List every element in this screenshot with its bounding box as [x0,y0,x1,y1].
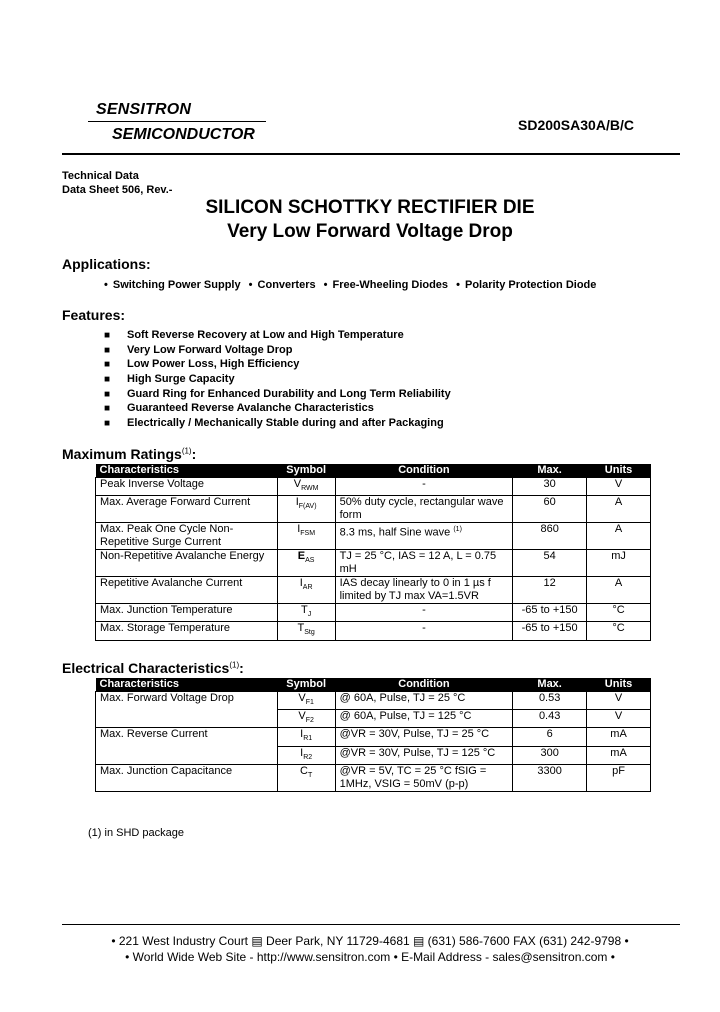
table-row: Max. Peak One Cycle Non-Repetitive Surge Current $I_{FSM}$ 8.3 ms, half Sine wave $^{(1)}$ 860 A [96,523,651,550]
company-name-line1: SENSITRON [96,101,192,118]
footer-contact: • World Wide Web Site - http://www.sensitron.com • E-Mail Address - sales@sensitron.com • [125,950,615,964]
column-header: Symbol [277,678,335,692]
features-list [104,328,451,431]
table-row: Repetitive Avalanche Current $I_{AR}$ IAS decay linearly to 0 in 1 µs f limited by TJ max VA=1.5VR 12 A [96,577,651,604]
feature-item: ■ Soft Reverse Recovery at Low and High Temperature [104,329,404,341]
feature-item: ■ Very Low Forward Voltage Drop [104,343,293,356]
page-subtitle: Very Low Forward Voltage Drop [227,221,513,242]
table-row: Max. Junction Capacitance $C_T$ @VR = 5V, TC = 25 °C fSIG = 1MHz, VSIG = 50mV (p-p) 3300 pF [96,764,651,791]
column-header: Max. [513,464,587,478]
table-row: Max. Storage Temperature $T_{Stg}$ - -65 to +150 °C [96,622,651,640]
doc-meta [62,169,172,197]
feature-item: ■ Guaranteed Reverse Avalanche Characteristics [104,402,374,415]
table-row: $I_{R2}$ @VR = 30V, Pulse, TJ = 125 °C 300 mA [96,746,651,764]
applications-list [104,279,601,291]
table-header-row [96,678,651,692]
data-sheet-label: Data Sheet 506, Rev.- [62,184,173,196]
footer-address: • 221 West Industry Court ▤ Deer Park, NY 11729-4681 ▤ (631) 586-7600 FAX (631) 242-9798 • [111,934,629,948]
feature-item: ■ Guard Ring for Enhanced Durability and Long Term Reliability [104,387,451,400]
table-row: Max. Reverse Current $I_{R1}$ @VR = 30V, Pulse, TJ = 25 °C 6 mA [96,728,651,746]
application-item: Converters [257,279,316,291]
features-heading: Features: [62,307,126,323]
feature-item: ■ Low Power Loss, High Efficiency [104,358,300,371]
column-header: Condition [335,464,513,478]
feature-item: ■ Electrically / Mechanically Stable during and after Packaging [104,417,444,430]
footnote: (1) in SHD package [88,827,184,839]
bullet: • [323,279,328,291]
bullet: • [104,279,108,291]
electrical-table [95,678,651,792]
application-item: Switching Power Supply [112,279,241,291]
header-rule [62,153,680,155]
table-row: Peak Inverse Voltage $V_{RWM}$ - 30 V [96,478,651,496]
column-header: Characteristics [96,464,278,478]
table-row: $V_{F2}$ @ 60A, Pulse, TJ = 125 °C 0.43 V [96,710,651,728]
column-header: Units [587,678,651,692]
table-row: Max. Average Forward Current $I_{F(AV)}$ 50% duty cycle, rectangular wave form 60 A [96,496,651,523]
application-item: Free-Wheeling Diodes [332,279,449,291]
column-header: Max. [513,678,587,692]
feature-item: ■ High Surge Capacity [104,373,235,386]
max-ratings-table [95,464,651,641]
logo-divider [88,121,266,122]
table-row: Max. Forward Voltage Drop $V_{F1}$ @ 60A, Pulse, TJ = 25 °C 0.53 V [96,692,651,710]
technical-data-label: Technical Data [62,170,139,182]
company-name-line2: SEMICONDUCTOR [112,126,255,143]
max-ratings-heading: Maximum Ratings$^{(1)}$: [62,446,197,462]
column-header: Condition [335,678,513,692]
column-header: Symbol [277,464,335,478]
table-row: Non-Repetitive Avalanche Energy $E_{AS}$ TJ = 25 °C, IAS = 12 A, L = 0.75 mH 54 mJ [96,550,651,577]
applications-heading: Applications: [62,256,151,272]
bullet: • [248,279,253,291]
column-header: Characteristics [96,678,278,692]
page-title: SILICON SCHOTTKY RECTIFIER DIE [205,197,535,218]
electrical-heading: Electrical Characteristics$^{(1)}$: [62,660,244,676]
footer-rule [62,924,680,925]
column-header: Units [587,464,651,478]
part-number: SD200SA30A/B/C [518,117,634,133]
table-header-row [96,464,651,478]
table-row: Max. Junction Temperature $T_J$ - -65 to +150 °C [96,604,651,622]
application-item: Polarity Protection Diode [464,279,597,291]
bullet: • [456,279,460,291]
